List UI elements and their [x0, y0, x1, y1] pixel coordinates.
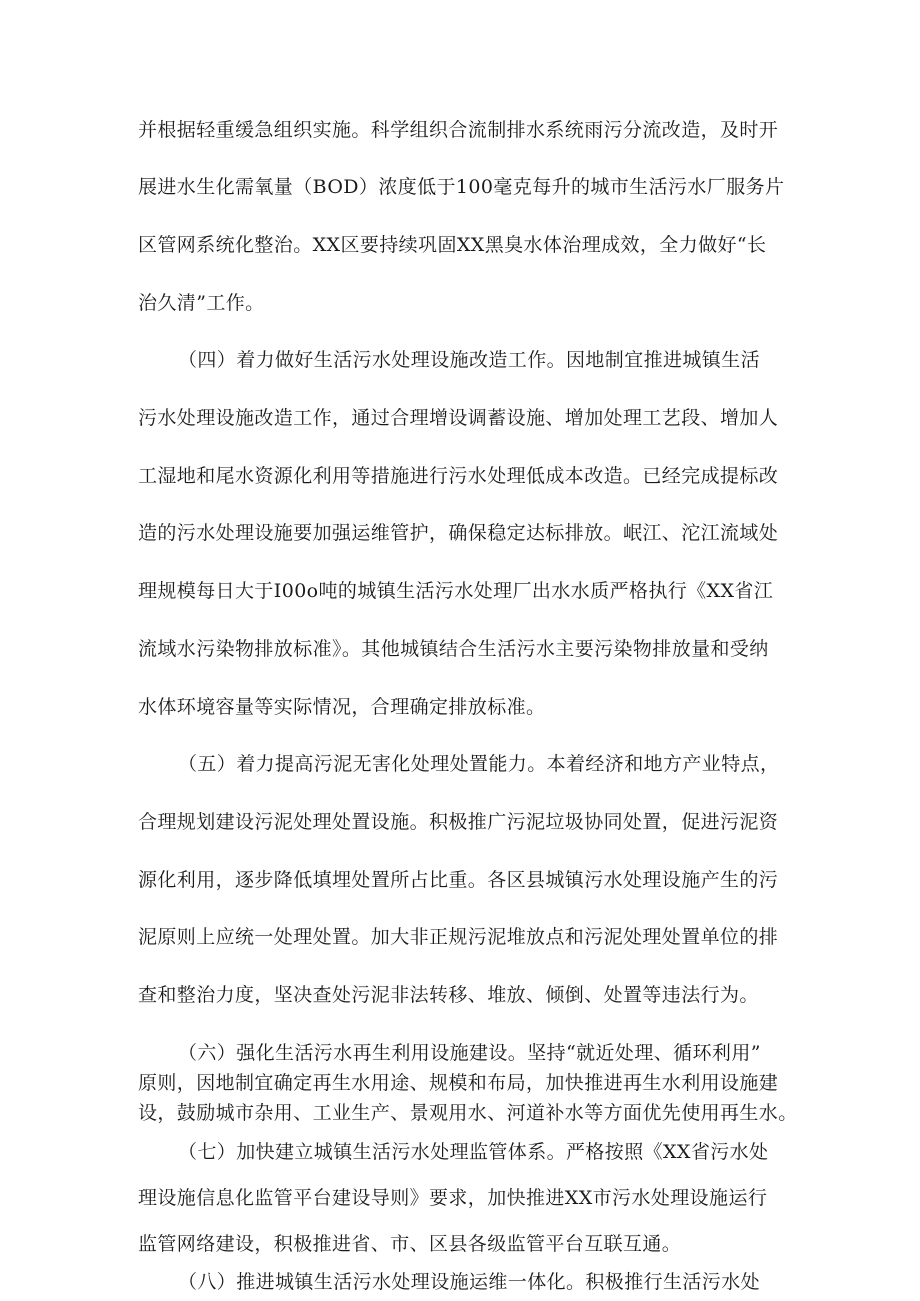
text-line: 设，鼓励城市杂用、工业生产、景观用水、河道补水等方面优先使用再生水。 — [138, 1102, 798, 1124]
text-line: 治久清”工作。 — [138, 292, 265, 314]
text-line: 理设施信息化监管平台建设导则》要求，加快推进XX市污水处理设施运行 — [138, 1187, 768, 1209]
text-line: （六）强化生活污水再生利用设施建设。坚持“就近处理、循环利用” — [178, 1042, 761, 1064]
text-line: 流域水污染物排放标准》。其他城镇结合生活污水主要污染物排放量和受纳 — [138, 638, 769, 660]
text-line: 造的污水处理设施要加强运维管护，确保稳定达标排放。岷江、沱江流域处 — [138, 522, 779, 544]
text-line: 污水处理设施改造工作，通过合理增设调蓄设施、增加处理工艺段、增加人 — [138, 407, 779, 429]
text-line: 区管网系统化整治。XX区要持续巩固XX黑臭水体治理成效，全力做好“长 — [138, 234, 767, 256]
text-line: 理规模每日大于I00o吨的城镇生活污水处理厂出水水质严格执行《XX省江 — [138, 580, 774, 602]
text-line: 泥原则上应统一处理处置。加大非正规污泥堆放点和污泥处理处置单位的排 — [138, 926, 779, 948]
text-line: （四）着力做好生活污水处理设施改造工作。因地制宜推进城镇生活 — [178, 349, 761, 371]
text-line: 源化利用，逐步降低填埋处置所占比重。各区县城镇污水处理设施产生的污 — [138, 869, 779, 891]
text-line: 工湿地和尾水资源化利用等措施进行污水处理低成本改造。已经完成提标改 — [138, 465, 779, 487]
text-line: 并根据轻重缓急组织实施。科学组织合流制排水系统雨污分流改造，及时开 — [138, 119, 779, 141]
text-line: 水体环境容量等实际情况，合理确定排放标准。 — [138, 696, 546, 718]
text-line: 查和整治力度，坚决查处污泥非法转移、堆放、倾倒、处置等违法行为。 — [138, 984, 759, 1006]
text-line: 监管网络建设，积极推进省、市、区县各级监管平台互联互通。 — [138, 1233, 682, 1255]
text-line: 原则，因地制宜确定再生水用途、规模和布局，加快推进再生水利用设施建 — [138, 1072, 779, 1094]
text-line: 合理规划建设污泥处理处置设施。积极推广污泥垃圾协同处置，促进污泥资 — [138, 811, 779, 833]
text-line: （五）着力提高污泥无害化处理处置能力。本着经济和地方产业特点， — [178, 753, 780, 775]
text-line: （八）推进城镇生活污水处理设施运维一体化。积极推行生活污水处 — [178, 1271, 761, 1293]
text-line: 展进水生化需氧量（BOD）浓度低于100毫克每升的城市生活污水厂服务片 — [138, 176, 785, 198]
text-line: （七）加快建立城镇生活污水处理监管体系。严格按照《XX省污水处 — [178, 1141, 769, 1163]
